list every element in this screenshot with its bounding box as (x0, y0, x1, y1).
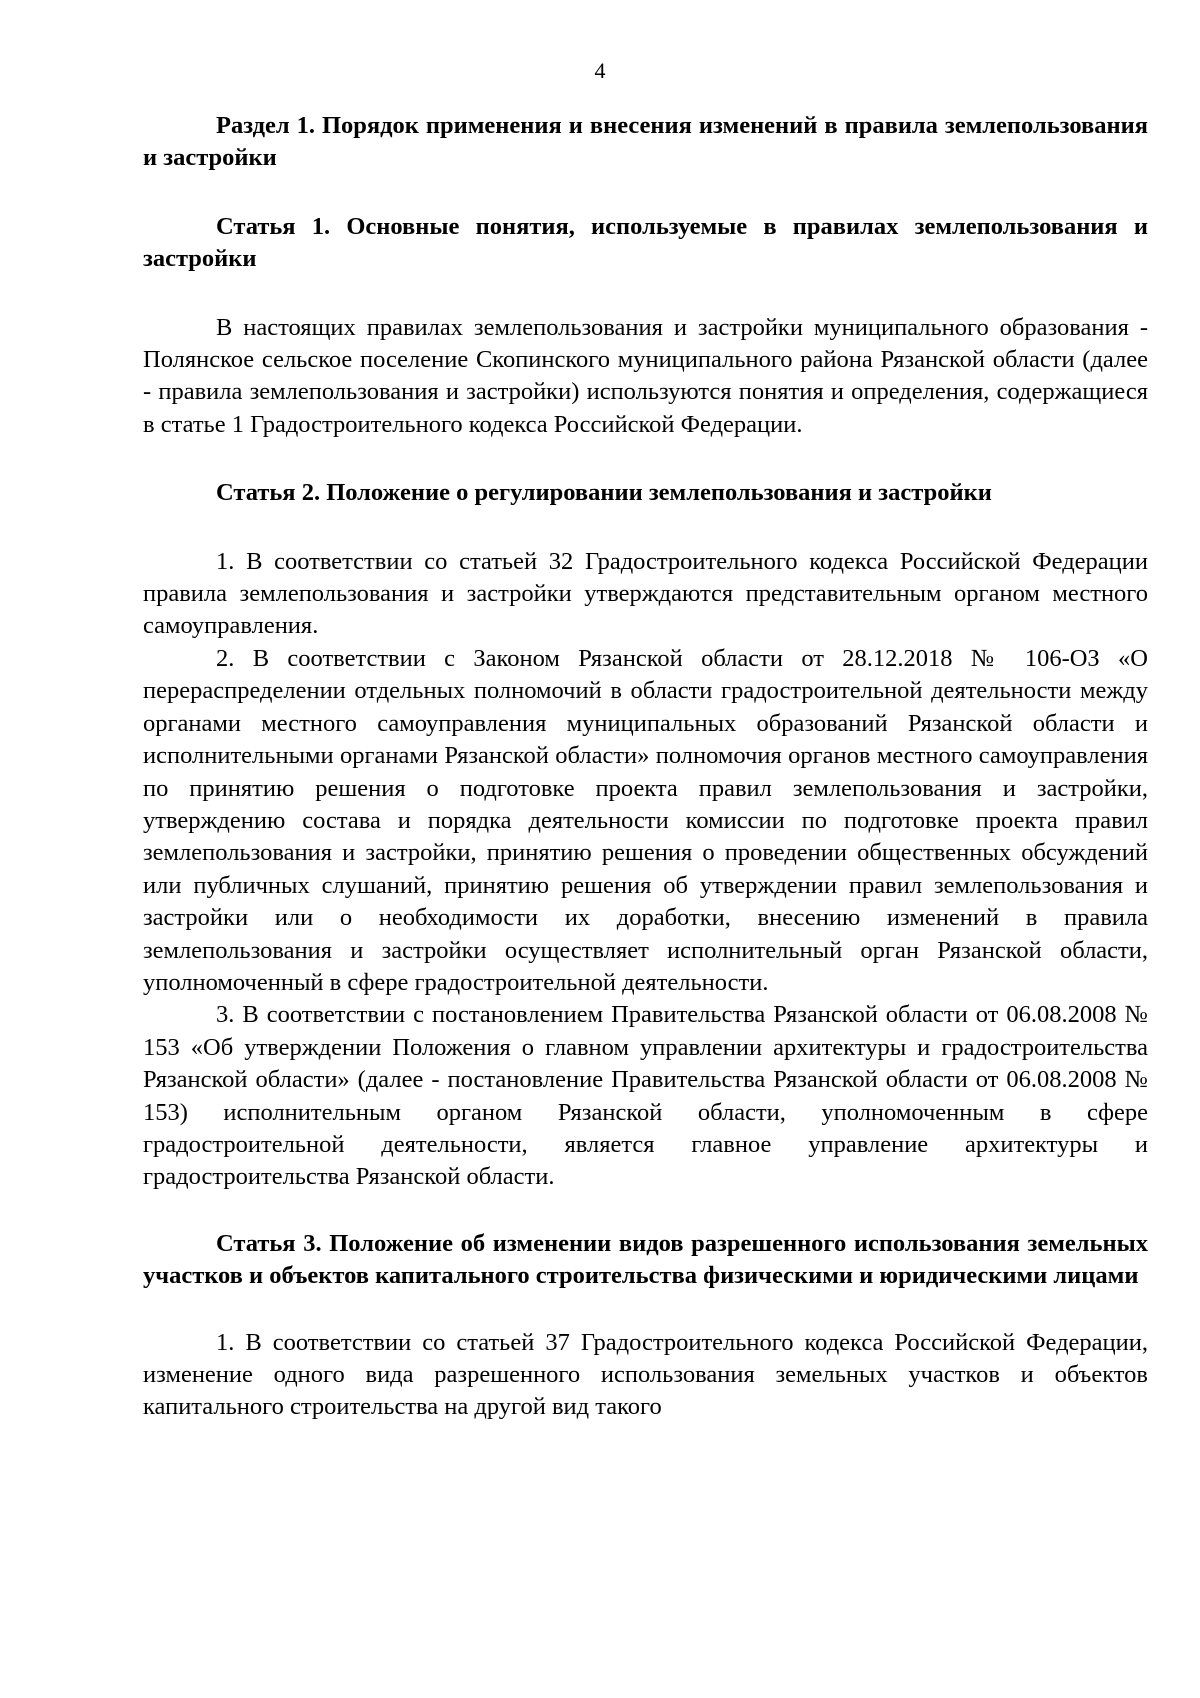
spacer (143, 175, 1148, 211)
article-3-heading: Статья 3. Положение об изменении видов разрешенного использования земельных участков и объектов капитального строительства физическими и юридическими лицами (143, 1229, 1148, 1290)
section-1-heading: Раздел 1. Порядок применения и внесения изменений в правила землепользования и застройки (143, 112, 1148, 172)
spacer (143, 276, 1148, 312)
article-2-paragraph-2: 2. В соответствии с Законом Рязанской области от 28.12.2018 № 106-ОЗ «О перераспределении отдельных полномочий в области градостроительной деятельности между органами местного самоуправления муниципальных образований Рязанской области и исполнительными органами Рязанской области» полномочия органов местного самоуправления по принятию решения о подготовке проекта правил землепользования и застройки, утверждению состава и порядка деятельности комиссии по подготовке проекта правил землепользования и застройки, принятию решения о проведении общественных обсуждений или публичных слушаний, принятию решения об утверждении правил землепользования и застройки или о необходимости их доработки, внесению изменений в правила землепользования и застройки осуществляет исполнительный орган Рязанской области, уполномоченный в сфере градостроительной деятельности. (143, 644, 1148, 996)
page-number: 4 (594, 58, 606, 83)
article-2-paragraph-1: 1. В соответствии со статьей 32 Градостроительного кодекса Российской Федерации правила землепользования и застройки утверждаются представительным органом местного самоуправления. (143, 547, 1148, 640)
spacer (143, 441, 1148, 477)
spacer (143, 1194, 1148, 1228)
spacer (143, 510, 1148, 546)
article-1-paragraph: В настоящих правилах землепользования и застройки муниципального образования - Полянское сельское поселение Скопинского муниципального района Рязанской области (далее - правила землепользования и застройки) используются понятия и определения, содержащиеся в статье 1 Градостроительного кодекса Российской Федерации. (143, 313, 1148, 438)
spacer (143, 1293, 1148, 1327)
article-2-heading: Статья 2. Положение о регулировании землепользования и застройки (216, 479, 992, 507)
article-3-paragraph-1: 1. В соответствии со статьей 37 Градостроительного кодекса Российской Федерации, изменение одного вида разрешенного использования земельных участков и объектов капитального строительства на другой вид такого (143, 1328, 1148, 1421)
article-1-heading: Статья 1. Основные понятия, используемые в правилах землепользования и застройки (143, 212, 1148, 273)
article-2-paragraph-3: 3. В соответствии с постановлением Правительства Рязанской области от 06.08.2008 № 153 «Об утверждении Положения о главном управлении архитектуры и градостроительства Рязанской области» (далее - постановление Правительства Рязанской области от 06.08.2008 № 153) исполнительным органом Рязанской области, уполномоченным в сфере градостроительной деятельности, является главное управление архитектуры и градостроительства Рязанской области. (143, 1001, 1148, 1191)
document-body (143, 110, 1148, 1424)
